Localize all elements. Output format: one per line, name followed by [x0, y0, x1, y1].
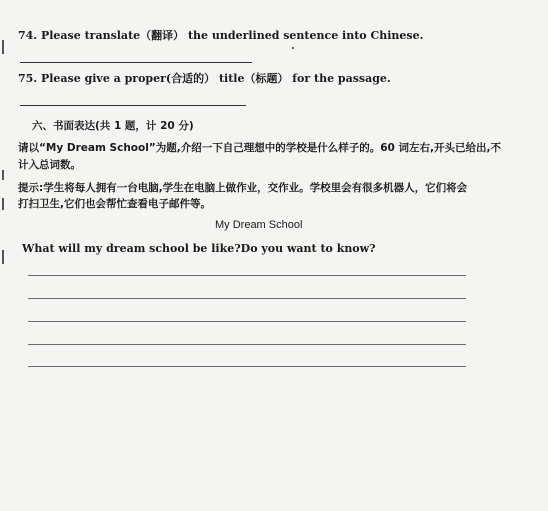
- scan-edge-mark: [2, 40, 4, 54]
- instruction-line-2: 计入总词数。: [18, 159, 81, 171]
- scan-speck: [292, 47, 294, 49]
- answer-line-75[interactable]: [20, 105, 246, 106]
- hint-line-1: 提示:学生将每人拥有一台电脑,学生在电脑上做作业，交作业。学校里会有很多机器人，它们将会: [18, 182, 468, 194]
- writing-line-1[interactable]: [28, 275, 466, 276]
- essay-title: My Dream School: [215, 219, 303, 231]
- answer-line-74[interactable]: [20, 62, 252, 63]
- question-75: 75. Please give a proper(合适的） title（标题） for the passage.: [18, 72, 391, 85]
- essay-opening: What will my dream school be like?Do you want to know?: [22, 242, 376, 255]
- writing-line-4[interactable]: [28, 344, 466, 345]
- hint-line-2: 打扫卫生,它们也会帮忙查看电子邮件等。: [18, 198, 211, 210]
- instruction-line-1: 请以“My Dream School”为题,介绍一下自己理想中的学校是什么样子的。60 词左右,开头已给出,不: [18, 142, 501, 154]
- section-heading: 六、书面表达(共 1 题，计 20 分): [32, 120, 194, 132]
- scan-edge-mark: [2, 198, 4, 210]
- scan-edge-mark: [2, 250, 4, 264]
- writing-line-2[interactable]: [28, 298, 466, 299]
- writing-line-5[interactable]: [28, 366, 466, 367]
- scan-edge-mark: [2, 170, 4, 180]
- writing-line-3[interactable]: [28, 321, 466, 322]
- question-74: 74. Please translate（翻译） the underlined sentence into Chinese.: [18, 29, 424, 42]
